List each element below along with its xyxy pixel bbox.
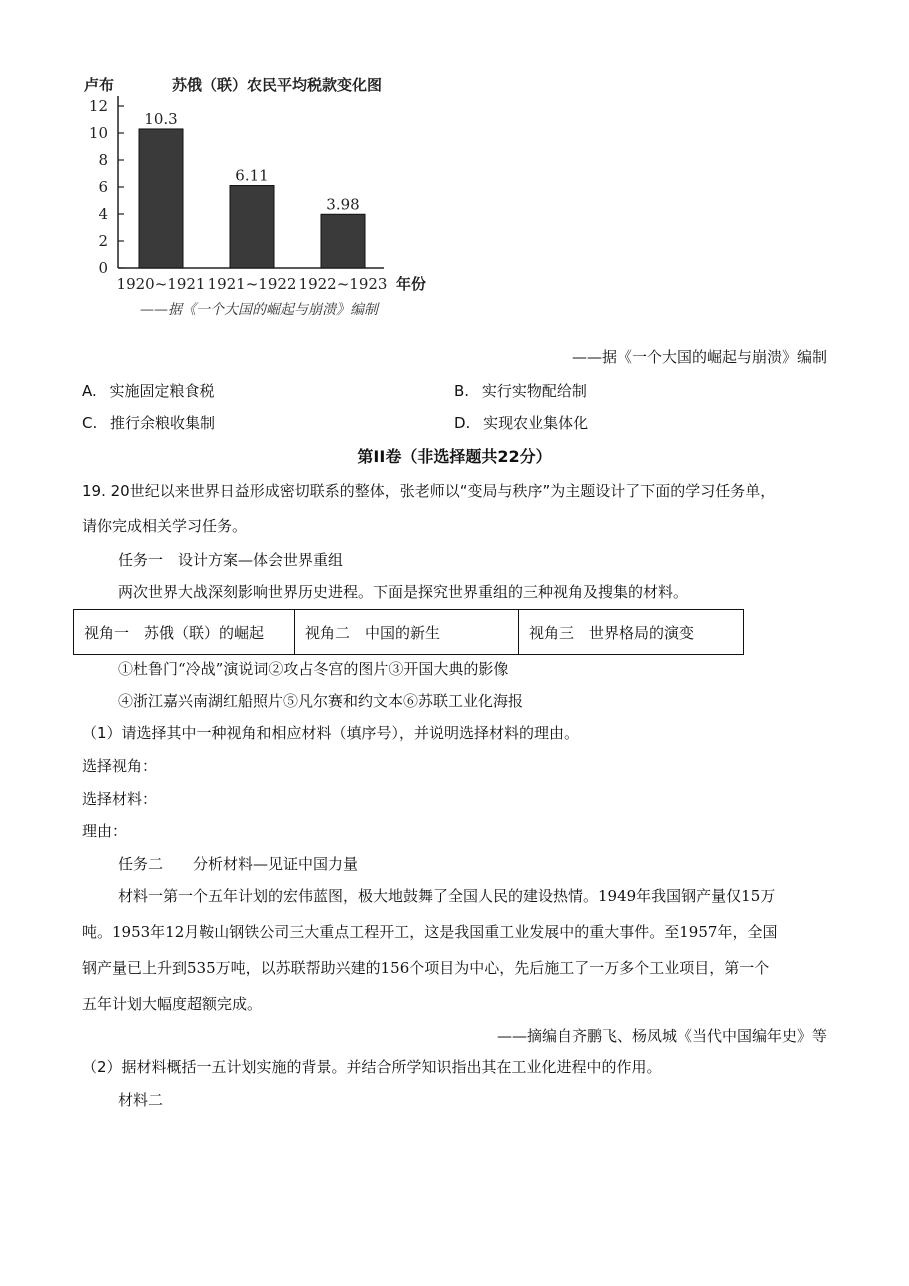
answer-view-label[interactable]: 选择视角： bbox=[82, 757, 158, 775]
option-text: 实行实物配给制 bbox=[481, 382, 587, 400]
question-2: （2）据材料概括一五计划实施的背景。并结合所学知识指出其在工业化进程中的作用。 bbox=[82, 1058, 662, 1076]
material1-source: ——摘编自齐鹏飞、杨凤城《当代中国编年史》等 bbox=[496, 1027, 827, 1045]
view-cell-1: 视角一 苏俄（联）的崛起 bbox=[74, 610, 295, 655]
bar bbox=[230, 186, 274, 268]
materials-line2: ④浙江嘉兴南湖红船照片⑤凡尔赛和约文本⑥苏联工业化海报 bbox=[118, 692, 524, 710]
x-category-label: 1922~1923 bbox=[298, 275, 388, 293]
y-tick-label: 0 bbox=[98, 259, 108, 277]
bar bbox=[139, 129, 183, 268]
chart-ylabel: 卢布 bbox=[84, 76, 115, 94]
y-tick-label: 4 bbox=[98, 205, 108, 223]
material2-label: 材料二 bbox=[118, 1091, 164, 1109]
section-title: 第II卷（非选择题共22分） bbox=[357, 447, 552, 466]
chart-source-caption: ——据《一个大国的崛起与崩溃》编制 bbox=[571, 348, 827, 366]
option-letter: C. bbox=[82, 414, 98, 432]
bar-value-label: 3.98 bbox=[326, 195, 360, 214]
x-category-label: 1921~1922 bbox=[207, 275, 297, 293]
task1-title: 任务一 设计方案—体会世界重组 bbox=[118, 551, 344, 569]
option-b[interactable] bbox=[454, 380, 587, 401]
y-tick-label: 2 bbox=[98, 232, 108, 250]
y-tick-label: 8 bbox=[98, 151, 108, 169]
bars-group bbox=[117, 110, 388, 293]
y-tick-label: 6 bbox=[98, 178, 108, 196]
option-c[interactable] bbox=[82, 412, 215, 433]
option-letter: A. bbox=[82, 382, 97, 400]
chart-title: 苏俄（联）农民平均税款变化图 bbox=[172, 76, 383, 94]
option-text: 实施固定粮食税 bbox=[109, 382, 215, 400]
chart-xlabel: 年份 bbox=[396, 275, 427, 293]
materials-line1: ①杜鲁门“冷战”演说词②攻占冬宫的图片③开国大典的影像 bbox=[118, 660, 509, 678]
tax-bar-chart bbox=[84, 70, 444, 320]
option-letter: B. bbox=[454, 382, 470, 400]
option-text: 推行余粮收集制 bbox=[110, 414, 216, 432]
material1-line2: 吨。1953年12月鞍山钢铁公司三大重点工程开工，这是我国重工业发展中的重大事件。至1957年，全国 bbox=[82, 923, 778, 941]
answer-material-label[interactable]: 选择材料： bbox=[82, 790, 158, 808]
x-category-label: 1920~1921 bbox=[116, 275, 206, 293]
chart-source-note: ——据《一个大国的崛起与崩溃》编制 bbox=[140, 302, 378, 318]
bar-value-label: 6.11 bbox=[235, 166, 269, 185]
material1-line4: 五年计划大幅度超额完成。 bbox=[82, 995, 263, 1013]
task2-title: 任务二 分析材料—见证中国力量 bbox=[118, 855, 359, 873]
answer-reason-label[interactable]: 理由： bbox=[82, 822, 128, 840]
option-text: 实现农业集体化 bbox=[483, 414, 589, 432]
view-cell-3: 视角三 世界格局的演变 bbox=[519, 610, 744, 655]
option-letter: D. bbox=[454, 414, 471, 432]
views-table bbox=[73, 609, 744, 655]
q19-line1: 19. 20世纪以来世界日益形成密切联系的整体，张老师以“变局与秩序”为主题设计了下面的学习任务单， bbox=[82, 482, 776, 500]
bar bbox=[321, 214, 365, 268]
option-d[interactable] bbox=[454, 412, 588, 433]
material1-line1: 材料一第一个五年计划的宏伟蓝图，极大地鼓舞了全国人民的建设热情。1949年我国钢产量仅15万 bbox=[118, 887, 776, 905]
option-a[interactable] bbox=[82, 380, 215, 401]
view-cell-2: 视角二 中国的新生 bbox=[295, 610, 519, 655]
y-tick-label: 12 bbox=[88, 97, 108, 115]
task1-intro: 两次世界大战深刻影响世界历史进程。下面是探究世界重组的三种视角及搜集的材料。 bbox=[118, 583, 689, 601]
q19-line2: 请你完成相关学习任务。 bbox=[82, 517, 248, 535]
material1-line3: 钢产量已上升到535万吨，以苏联帮助兴建的156个项目为中心，先后施工了一万多个工业项目，第一个 bbox=[82, 959, 770, 977]
question-1: （1）请选择其中一种视角和相应材料（填序号），并说明选择材料的理由。 bbox=[82, 724, 580, 742]
bar-value-label: 10.3 bbox=[144, 109, 178, 128]
y-tick-label: 10 bbox=[88, 124, 108, 142]
